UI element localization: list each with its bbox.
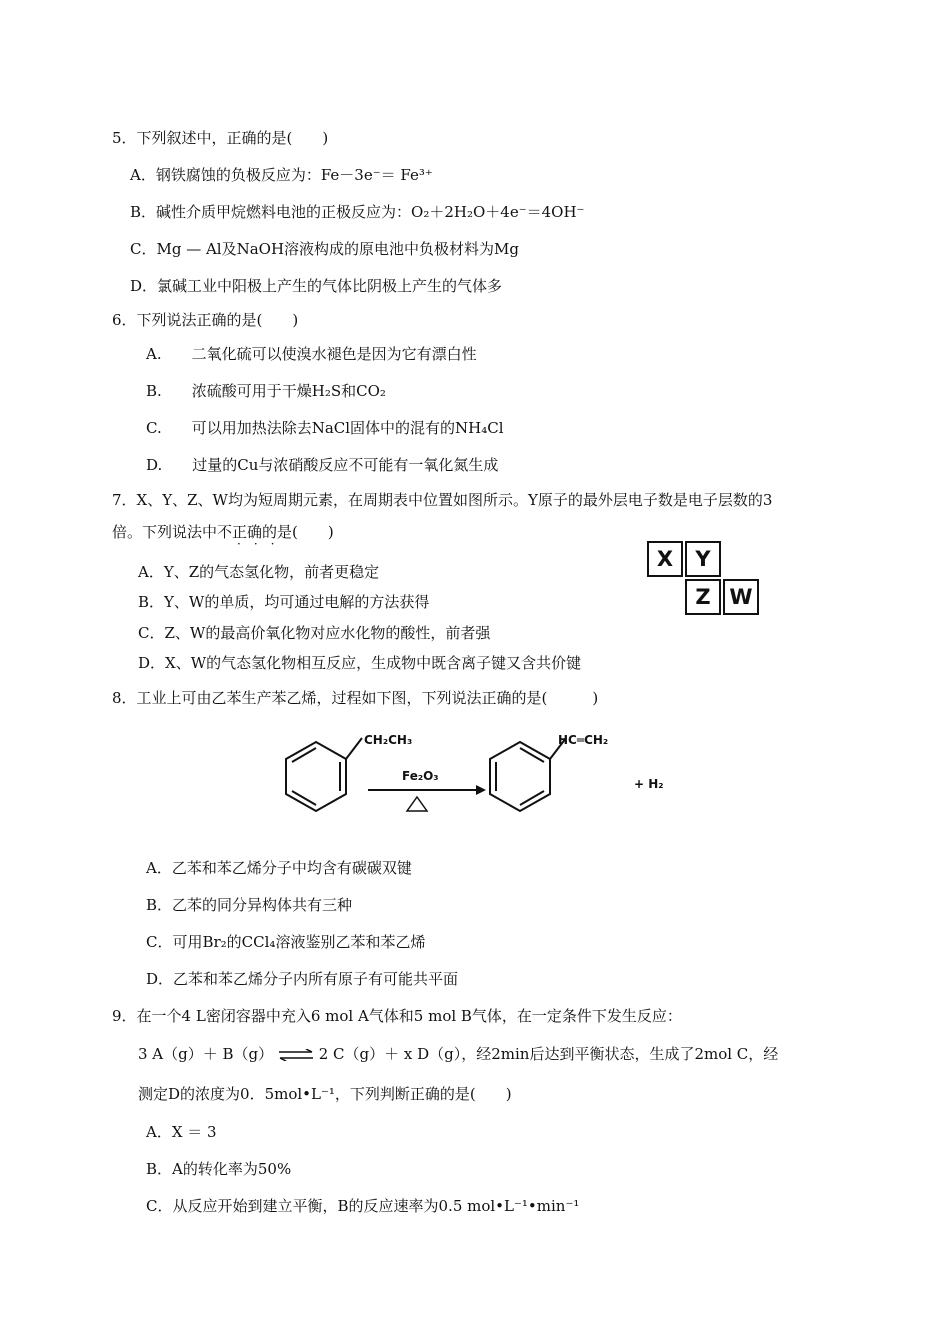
q7-option-b: B．Y、W的单质，均可通过电解的方法获得: [138, 593, 430, 611]
benzene-ring-product: [490, 742, 550, 811]
q5-option-a: A．钢铁腐蚀的负极反应为：Fe－3e⁻＝ Fe³⁺: [130, 166, 433, 184]
q8-option-a: A．乙苯和苯乙烯分子中均含有碳碳双键: [146, 859, 412, 877]
equation-left: 3 A（g）＋ B（g）: [138, 1045, 274, 1063]
q8-option-c: C．可用Br₂的CCl₄溶液鉴别乙苯和苯乙烯: [146, 933, 426, 951]
q5-option-d: D．氯碱工业中阳极上产生的气体比阴极上产生的气体多: [130, 277, 503, 295]
emphasis-dots: ···: [237, 537, 288, 551]
q8-option-b: B．乙苯的同分异构体共有三种: [146, 896, 353, 914]
q9-equation-line: [138, 1044, 778, 1064]
q6-stem: 6．下列说法正确的是( ): [112, 311, 299, 329]
q7-stem-line1: 7．X、Y、Z、W均为短周期元素，在周期表中位置如图所示。Y原子的最外层电子数是电子层数的3: [112, 491, 773, 509]
benzene-ring-reactant: [286, 742, 346, 811]
hydrogen-byproduct: + H₂: [634, 777, 664, 791]
q6-option-c: C. 可以用加热法除去NaCl固体中的混有的NH₄Cl: [146, 419, 504, 437]
q9-option-a: A．X ＝ 3: [146, 1123, 217, 1141]
reaction-scheme: [270, 722, 690, 836]
q7-option-a: A．Y、Z的气态氢化物，前者更稳定: [138, 563, 380, 581]
cell-z: Z: [685, 579, 721, 615]
q8-option-d: D．乙苯和苯乙烯分子内所有原子有可能共平面: [146, 970, 459, 988]
q9-option-b: B．A的转化率为50%: [146, 1160, 292, 1178]
q5-option-b: B．碱性介质甲烷燃料电池的正极反应为：O₂＋2H₂O＋4e⁻＝4OH⁻: [130, 203, 585, 221]
q6-option-b: B. 浓硫酸可用于干燥H₂S和CO₂: [146, 382, 386, 400]
q7-option-c: C．Z、W的最高价氧化物对应水化物的酸性，前者强: [138, 624, 491, 642]
q7-stem-line2: 倍。下列说法中不正确的是( ): [112, 523, 334, 541]
equilibrium-arrow-icon: [278, 1049, 314, 1061]
q9-option-c: C．从反应开始到建立平衡，B的反应速率为0.5 mol•L⁻¹•min⁻¹: [146, 1197, 580, 1215]
ethyl-label: CH₂CH₃: [364, 733, 413, 747]
q5-option-c: C．Mg — Al及NaOH溶液构成的原电池中负极材料为Mg: [130, 240, 520, 258]
catalyst-label: Fe₂O₃: [402, 769, 439, 783]
reaction-svg: [270, 722, 690, 832]
q9-line3: 测定D的浓度为0．5mol•L⁻¹，下列判断正确的是( ): [138, 1085, 512, 1103]
q7-option-d: D．X、W的气态氢化物相互反应，生成物中既含离子键又含共价键: [138, 654, 582, 672]
vinyl-label: HC═CH₂: [558, 733, 609, 747]
cell-x: X: [647, 541, 683, 577]
q8-stem: 8．工业上可由乙苯生产苯乙烯，过程如下图，下列说法正确的是( ): [112, 689, 599, 707]
q6-option-d: D. 过量的Cu与浓硝酸反应不可能有一氧化氮生成: [146, 456, 499, 474]
q5-stem: 5．下列叙述中，正确的是( ): [112, 129, 329, 147]
q9-stem: 9．在一个4 L密闭容器中充入6 mol A气体和5 mol B气体，在一定条件下发生反应：: [112, 1007, 682, 1025]
equation-right: 2 C（g）＋ x D（g），经2min后达到平衡状态，生成了2mol C，经: [318, 1045, 779, 1063]
cell-w: W: [723, 579, 759, 615]
q6-option-a: A. 二氧化硫可以使溴水褪色是因为它有漂白性: [146, 345, 477, 363]
cell-y: Y: [685, 541, 721, 577]
heat-triangle: [407, 797, 427, 811]
